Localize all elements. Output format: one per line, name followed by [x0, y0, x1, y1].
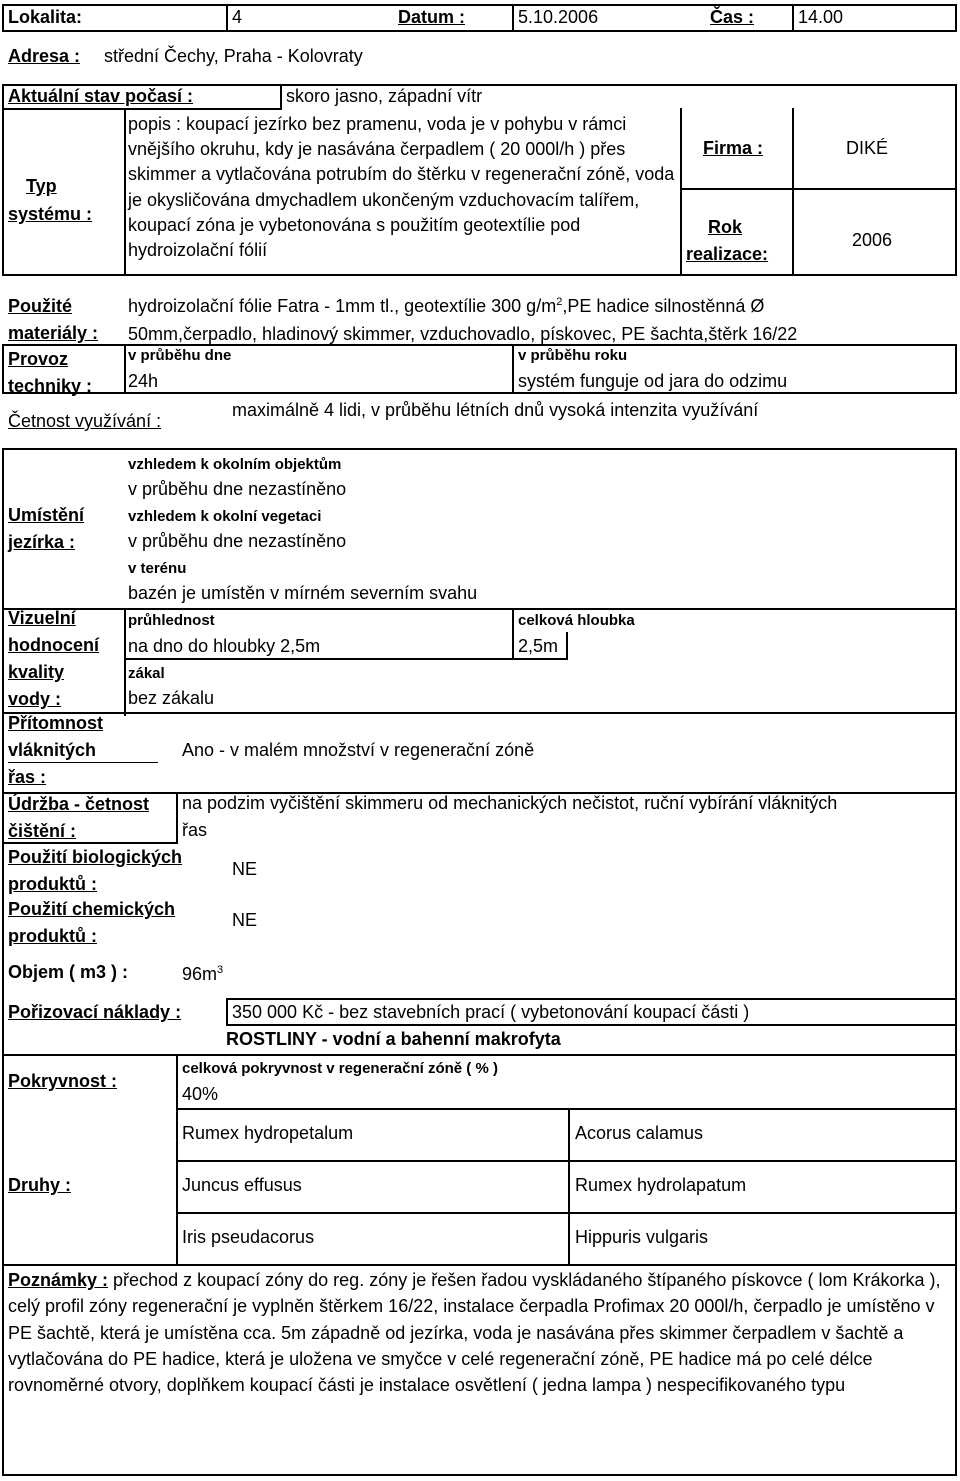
- rok-label-2: realizace:: [686, 244, 769, 264]
- col-divider: [280, 84, 282, 108]
- row-divider: [2, 1264, 957, 1266]
- materialy-sup: 2: [556, 296, 563, 308]
- rasy-label-3: řas :: [8, 767, 47, 787]
- provoz-rok-value: systém funguje od jara do odzimu: [518, 371, 788, 391]
- row-divider: [2, 1054, 957, 1056]
- vizualni-label-3: kvality: [8, 662, 65, 682]
- udrzba-label-2: čištění :: [8, 821, 77, 841]
- naklady-value: 350 000 Kč - bez stavebních prací ( vybetonování koupací části ): [232, 1002, 750, 1022]
- col-divider: [176, 1054, 178, 1264]
- vizualni-label-2: hodnocení: [8, 635, 99, 655]
- hloubka-label: celková hloubka: [518, 612, 635, 629]
- row-divider: [176, 1108, 957, 1110]
- row-divider: [2, 712, 957, 714]
- materialy-label-1: Použité: [8, 296, 73, 316]
- materialy-line-1: [128, 296, 764, 317]
- objem-label: Objem ( m3 ) :: [8, 962, 129, 982]
- adresa-value: střední Čechy, Praha - Kolovraty: [104, 46, 363, 66]
- udrzba-value-1: na podzim vyčištění skimmeru od mechanických nečistot, ruční vybírání vláknitých: [182, 793, 838, 813]
- rasy-value: Ano - v malém množství v regenerační zóně: [182, 740, 535, 760]
- lokalita-value: 4: [232, 7, 243, 27]
- objem-value: [182, 964, 223, 985]
- pruhlednost-label: průhlednost: [128, 612, 215, 629]
- vegetace-value: v průběhu dne nezastíněno: [128, 531, 347, 551]
- materialy-line-1b: ,PE hadice silnostěnná Ø: [562, 296, 765, 316]
- pokryvnost-sub: celková pokryvnost v regenerační zóně ( % ): [182, 1060, 498, 1077]
- col-divider: [792, 108, 794, 276]
- poznamky-text: přechod z koupací zóny do reg. zóny je řešen řadou vyskládaného štípaného pískovce ( lom Krákorka ), celý profil zóny regenerační je vyplněn štěrkem 16/22, instalace čerpadla Profimax 20 000l/h, čerpadlo je umístěno v PE šachtě, která je umístěna cca. 5m západně od jezírka, voda je nasávána přes skimmer čerpadlem v šachtě a vytlačována do PE hadice, která je uložena ve smyčce v celé regenerační zóně, PE hadice má po celé délce rovnoměrné otvory, doplňkem koupací části je instalace osvětlení ( jedna lampa ) nespecifikovaného typu: [8, 1270, 941, 1396]
- typ-label-2: systému :: [8, 204, 93, 224]
- row-divider: [2, 842, 178, 844]
- naklady-label: Pořizovací náklady :: [8, 1002, 182, 1022]
- chem-label-1: Použití chemických: [8, 899, 176, 919]
- col-divider: [124, 344, 126, 394]
- firma-label: Firma :: [703, 138, 764, 158]
- cetnost-label: Četnost využívání :: [8, 411, 162, 431]
- cas-label: Čas :: [710, 7, 755, 27]
- rok-label-1: Rok: [708, 217, 743, 237]
- druh-item: Juncus effusus: [182, 1175, 302, 1195]
- vegetace-label: vzhledem k okolní vegetaci: [128, 508, 322, 525]
- row-divider: [2, 608, 957, 610]
- objem-sup: 3: [217, 964, 224, 976]
- col-divider: [124, 108, 126, 276]
- udrzba-label-1: Údržba - četnost: [8, 794, 150, 814]
- vizualni-label-4: vody :: [8, 689, 62, 709]
- row-divider: [2, 108, 282, 110]
- col-divider: [124, 608, 126, 716]
- zakal-label: zákal: [128, 665, 165, 682]
- pocasi-value: skoro jasno, západní vítr: [286, 86, 483, 106]
- druh-item: Rumex hydropetalum: [182, 1123, 354, 1143]
- bio-value: NE: [232, 859, 258, 879]
- provoz-label-2: techniky :: [8, 376, 93, 396]
- zakal-value: bez zákalu: [128, 688, 215, 708]
- vizualni-label-1: Vizuelní: [8, 608, 76, 628]
- druhy-label: Druhy :: [8, 1175, 71, 1195]
- materialy-line-2-clip: [128, 322, 958, 344]
- objekty-label: vzhledem k okolním objektům: [128, 456, 342, 473]
- col-divider: [512, 344, 514, 394]
- header-divider: [226, 4, 228, 32]
- rasy-label-2: vláknitých: [8, 740, 97, 760]
- row-divider: [680, 188, 957, 190]
- druh-item: Acorus calamus: [575, 1123, 704, 1143]
- row-divider: [176, 1160, 957, 1162]
- druh-item: Hippuris vulgaris: [575, 1227, 709, 1247]
- bio-label-2: produktů :: [8, 874, 97, 894]
- umisteni-label-1: Umístění: [8, 505, 85, 525]
- provoz-den-value: 24h: [128, 371, 159, 391]
- cas-value: 14.00: [798, 7, 844, 27]
- bio-label-1: Použití biologických: [8, 847, 183, 867]
- provoz-label-1: Provoz: [8, 349, 69, 369]
- objem-number: 96m: [182, 964, 218, 984]
- teren-label: v terénu: [128, 560, 187, 577]
- chem-value: NE: [232, 910, 258, 930]
- materialy-line-2: 50mm,čerpadlo, hladinový skimmer, vzduchovadlo, pískovec, PE šachta,štěrk 16/22: [128, 324, 798, 344]
- row-divider: [176, 1212, 957, 1214]
- datum-label: Datum :: [398, 7, 465, 27]
- materialy-line-1a: hydroizolační fólie Fatra - 1mm tl., geotextílie 300 g/m: [128, 296, 557, 316]
- adresa-label: Adresa :: [8, 46, 81, 66]
- poznamky: [8, 1267, 953, 1398]
- poznamky-label: Poznámky :: [8, 1270, 109, 1290]
- header-divider: [512, 4, 514, 32]
- datum-value: 5.10.2006: [518, 7, 599, 27]
- materialy-label-2: materiály :: [8, 323, 99, 343]
- umisteni-label-2: jezírka :: [8, 532, 76, 552]
- rostliny-title: ROSTLINY - vodní a bahenní makrofyta: [226, 1029, 561, 1049]
- pokryvnost-value: 40%: [182, 1084, 219, 1104]
- typ-label-1: Typ: [26, 176, 57, 196]
- rasy-underline: [8, 762, 158, 763]
- firma-value: DIKÉ: [846, 138, 889, 158]
- cetnost-value: maximálně 4 lidi, v průběhu létních dnů vysoká intenzita využívání: [232, 400, 759, 420]
- pokryvnost-label: Pokryvnost :: [8, 1071, 118, 1091]
- rok-value: 2006: [852, 230, 893, 250]
- udrzba-value-2: řas: [182, 820, 208, 840]
- typ-description: popis : koupací jezírko bez pramenu, voda je v pohybu v rámci vnějšího okruhu, kdy je nasávána čerpadlem ( 20 000l/h ) přes skimmer a vytlačována potrubím do štěrku v regenerační zóně, voda je okysličována dmychadlem ukončeným vzduchovacím talířem, koupací zóna je vybetonována s použitím geotextílie pod hydroizolační fólií: [128, 114, 675, 261]
- provoz-den-label: v průběhu dne: [128, 347, 232, 364]
- teren-value: bazén je umístěn v mírném severním svahu: [128, 583, 478, 603]
- pocasi-label: Aktuální stav počasí :: [8, 86, 194, 106]
- col-divider: [512, 608, 514, 660]
- col-divider: [680, 108, 682, 276]
- col-divider: [176, 792, 178, 844]
- header-divider: [792, 4, 794, 32]
- row-divider: [124, 658, 568, 660]
- hloubka-value: 2,5m: [518, 636, 559, 656]
- lokalita-label: Lokalita:: [8, 7, 83, 27]
- col-divider: [568, 1108, 570, 1264]
- pruhlednost-value: na dno do hloubky 2,5m: [128, 636, 321, 656]
- druh-item: Iris pseudacorus: [182, 1227, 315, 1247]
- chem-label-2: produktů :: [8, 926, 97, 946]
- objekty-value: v průběhu dne nezastíněno: [128, 479, 347, 499]
- col-divider: [566, 632, 568, 660]
- rasy-label-1: Přítomnost: [8, 713, 104, 733]
- provoz-rok-label: v průběhu roku: [518, 347, 628, 364]
- druh-item: Rumex hydrolapatum: [575, 1175, 747, 1195]
